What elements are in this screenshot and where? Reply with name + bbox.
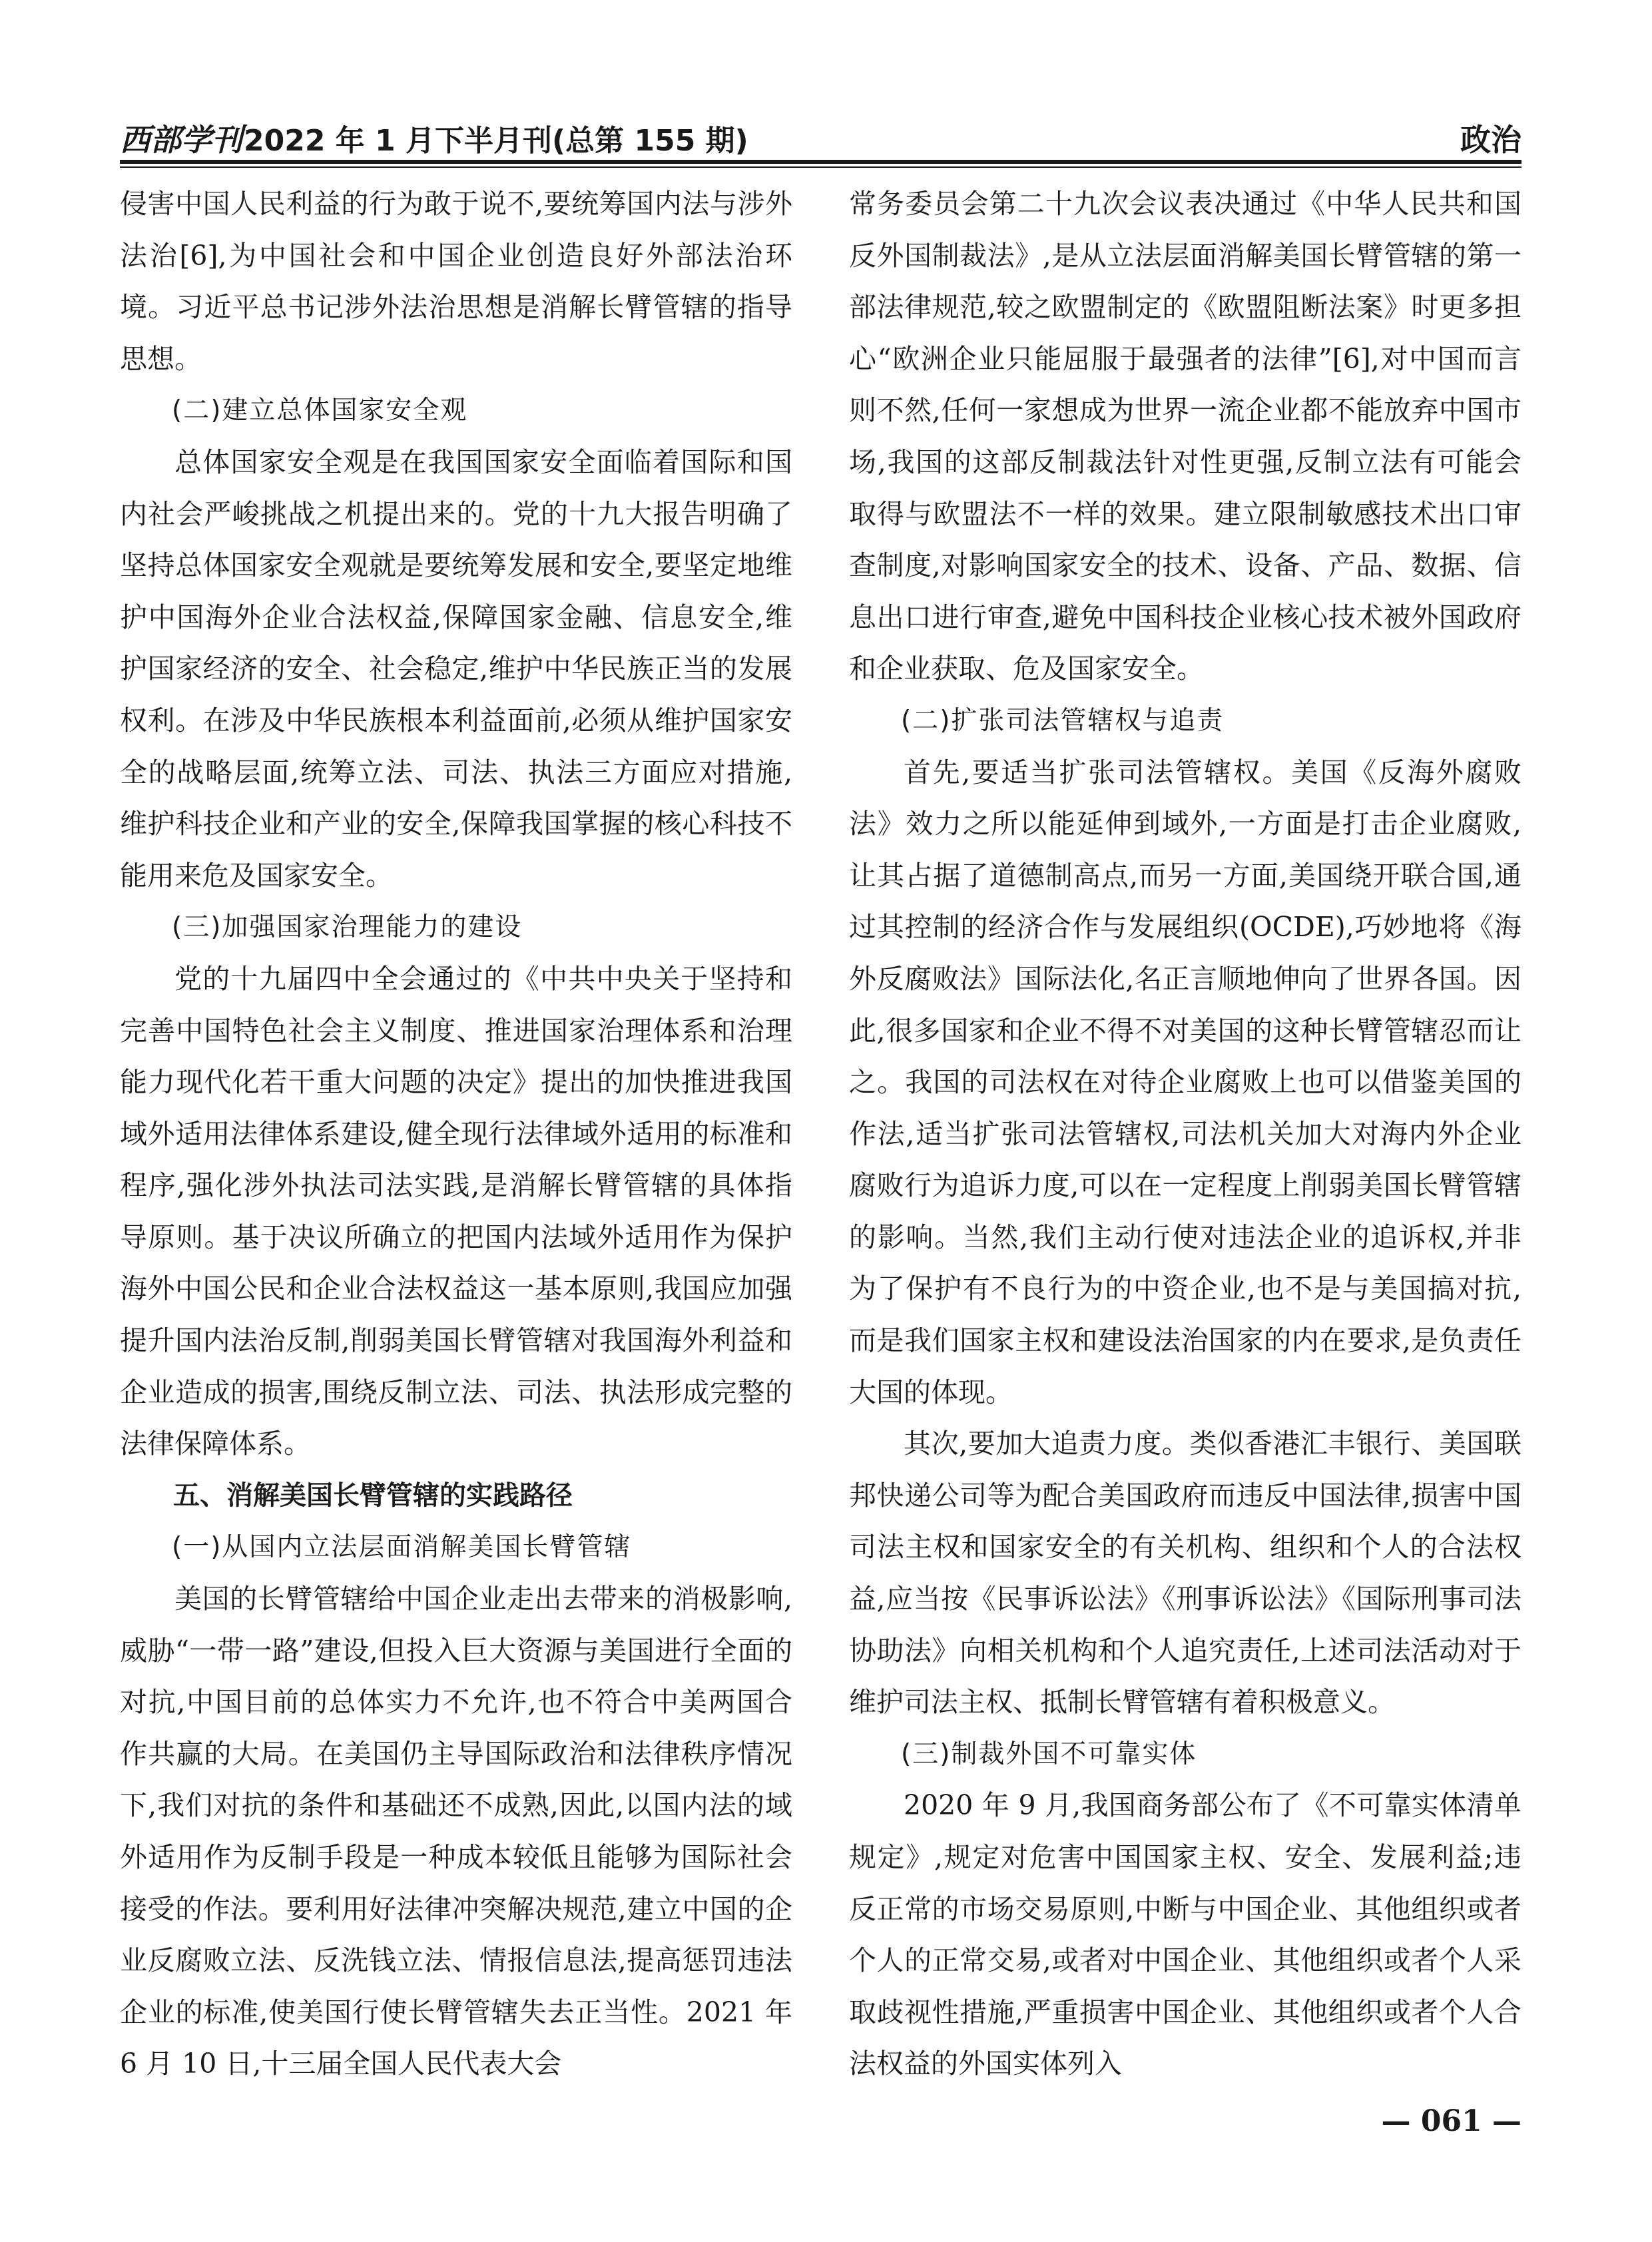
body-paragraph: 美国的长臂管辖给中国企业走出去带来的消极影响,威胁“一带一路”建设,但投入巨大资源与美国进行全面的对抗,中国目前的总体实力不允许,也不符合中美两国合作共赢的大局。在美国仍主导国际政治和法律秩序情况下,我们对抗的条件和基础还不成熟,因此,以国内法的域外适用作为反制手段是一种成本较低且能够为国际社会接受的作法。要利用好法律冲突解决规范,建立中国的企业反腐败立法、反洗钱立法、情报信息法,提高惩罚违法企业的标准,使美国行使长臂管辖失去正当性。2021 年 6 月 10 日,十三届全国人民代表大会 [120, 1583, 792, 2080]
left-column [120, 178, 792, 2090]
body-paragraph: 首先,要适当扩张司法管辖权。美国《反海外腐败法》效力之所以能延伸到域外,一方面是打击企业腐败,让其占据了道德制高点,而另一方面,美国绕开联合国,通过其控制的经济合作与发展组织(OCDE),巧妙地将《海外反腐败法》国际法化,名正言顺地伸向了世界各国。因此,很多国家和企业不得不对美国的这种长臂管辖忍而让之。我国的司法权在对待企业腐败上也可以借鉴美国的作法,适当扩张司法管辖权,司法机关加大对海内外企业腐败行为追诉力度,可以在一定程度上削弱美国长臂管辖的影响。当然,我们主动行使对违法企业的追诉权,并非为了保护有不良行为的中资企业,也不是与美国搞对抗,而是我们国家主权和建设法治国家的内在要求,是负责任大国的体现。 [849, 756, 1521, 1408]
section-label: 政治 [1460, 122, 1521, 158]
body-paragraph: 其次,要加大追责力度。类似香港汇丰银行、美国联邦快递公司等为配合美国政府而违反中国法律,损害中国司法主权和国家安全的有关机构、组织和个人的合法权益,应当按《民事诉讼法》《刑事诉讼法》《国际刑事司法协助法》向相关机构和个人追究责任,上述司法活动对于维护司法主权、抵制长臂管辖有着积极意义。 [849, 1428, 1521, 1719]
body-paragraph: 2020 年 9 月,我国商务部公布了《不可靠实体清单规定》,规定对危害中国国家主权、安全、发展利益;违反正常的市场交易原则,中断与中国企业、其他组织或者个人的正常交易,或者对中国企业、其他组织或者个人采取歧视性措施,严重损害中国企业、其他组织或者个人合法权益的外国实体列入 [849, 1789, 1521, 2080]
page-number: — 061 — [1381, 2104, 1521, 2138]
body-paragraph: 党的十九届四中全会通过的《中共中央关于坚持和完善中国特色社会主义制度、推进国家治理体系和治理能力现代化若干重大问题的决定》提出的加快推进我国域外适用法律体系建设,健全现行法律域外适用的标准和程序,强化涉外执法司法实践,是消解长臂管辖的具体指导原则。基于决议所确立的把国内法域外适用作为保护海外中国公民和企业合法权益这一基本原则,我国应加强提升国内法治反制,削弱美国长臂管辖对我国海外利益和企业造成的损害,围绕反制立法、司法、执法形成完整的法律保障体系。 [120, 962, 792, 1460]
running-header [120, 112, 1521, 158]
journal-issue-line [120, 116, 748, 160]
body-paragraph: 常务委员会第二十九次会议表决通过《中华人民共和国反外国制裁法》,是从立法层面消解美国长臂管辖的第一部法律规范,较之欧盟制定的《欧盟阻断法案》时更多担心“欧洲企业只能屈服于最强者的法律”[6],对中国而言则不然,任何一家想成为世界一流企业都不能放弃中国市场,我国的这部反制裁法针对性更强,反制立法有可能会取得与欧盟法不一样的效果。建立限制敏感技术出口审查制度,对影响国家安全的技术、设备、产品、数据、信息出口进行审查,避免中国科技企业核心技术被外国政府和企业获取、危及国家安全。 [849, 188, 1521, 685]
body-paragraph: 总体国家安全观是在我国国家安全面临着国际和国内社会严峻挑战之机提出来的。党的十九大报告明确了坚持总体国家安全观就是要统筹发展和安全,要坚定地维护中国海外企业合法权益,保障国家金融、信息安全,维护国家经济的安全、社会稳定,维护中华民族正当的发展权利。在涉及中华民族根本利益面前,必须从维护国家安全的战略层面,统筹立法、司法、执法三方面应对措施,维护科技企业和产业的安全,保障我国掌握的核心科技不能用来危及国家安全。 [120, 445, 792, 892]
subsection-heading: (二)建立总体国家安全观 [172, 396, 468, 426]
header-rule-thin [120, 166, 1521, 168]
journal-logo: 西部学刊 [120, 122, 242, 158]
body-paragraph: 侵害中国人民利益的行为敢于说不,要统筹国内法与涉外法治[6],为中国社会和中国企业创造良好外部法治环境。习近平总书记涉外法治思想是消解长臂管辖的指导思想。 [120, 188, 792, 375]
section-heading: 五、消解美国长臂管辖的实践路径 [173, 1480, 573, 1511]
right-column [849, 178, 1521, 2090]
header-rule [120, 160, 1521, 164]
subsection-heading: (三)加强国家治理能力的建设 [172, 912, 523, 943]
issue-info: 2022 年 1 月下半月刊(总第 155 期) [244, 124, 748, 158]
subsection-heading: (二)扩张司法管辖权与追责 [901, 705, 1225, 736]
subsection-heading: (一)从国内立法层面消解美国长臂管辖 [172, 1532, 632, 1563]
subsection-heading: (三)制裁外国不可靠实体 [901, 1739, 1197, 1769]
